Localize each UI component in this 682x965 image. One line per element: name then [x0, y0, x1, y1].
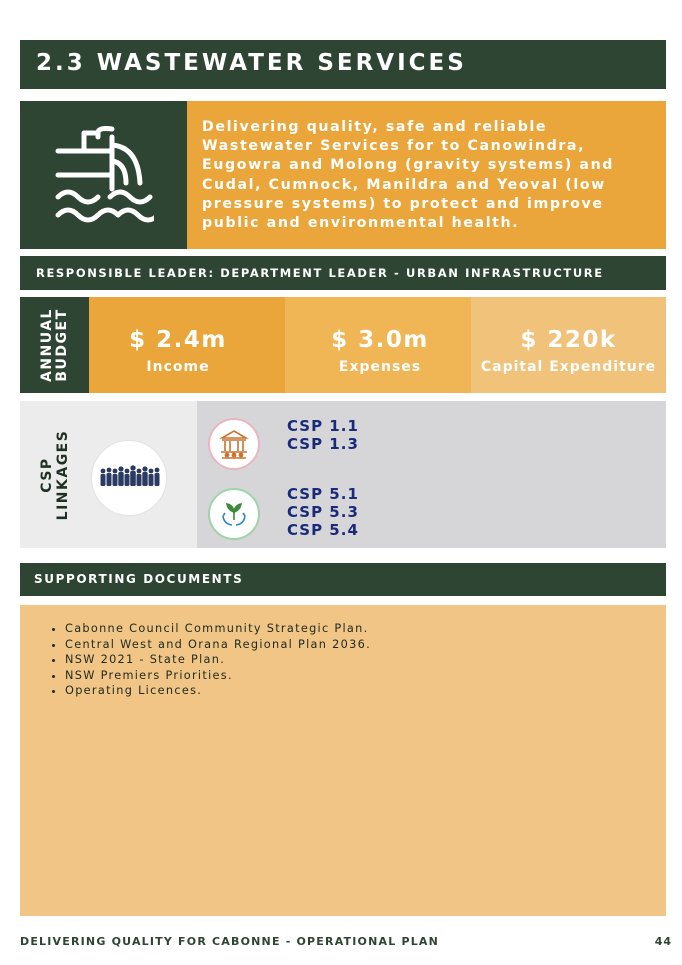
budget-expenses-cell — [285, 297, 471, 393]
responsible-leader-bar — [20, 256, 666, 290]
supporting-documents-heading: SUPPORTING DOCUMENTS — [34, 572, 244, 586]
income-label: Income — [146, 359, 210, 375]
list-item: • Central West and Orana Regional Plan 2036. — [65, 637, 371, 653]
civic-building-icon — [208, 418, 260, 470]
expenses-label: Expenses — [338, 359, 422, 375]
csp-code: CSP 1.1 — [287, 417, 359, 435]
list-item: • NSW 2021 - State Plan. — [65, 652, 371, 668]
annual-budget-label-line1: ANNUAL — [38, 308, 55, 382]
list-item: • Operating Licences. — [65, 683, 371, 699]
wastewater-pipe-icon — [54, 123, 154, 223]
annual-budget-label-line2: BUDGET — [53, 308, 70, 382]
csp-code: CSP 5.3 — [287, 503, 359, 521]
csp-code: CSP 1.3 — [287, 435, 359, 453]
supporting-documents-bar — [20, 563, 666, 596]
income-amount: $ 2.4m — [129, 327, 227, 353]
service-icon-panel — [20, 101, 187, 249]
footer-title: DELIVERING QUALITY FOR CABONNE - OPERATIONAL PLAN — [20, 935, 440, 948]
csp-linkages-label — [20, 401, 89, 548]
csp-linkages-label-line1: CSP — [38, 456, 55, 493]
community-people-icon — [91, 440, 167, 516]
supporting-documents-list — [50, 621, 371, 699]
plant-hands-icon — [208, 488, 260, 540]
capital-amount: $ 220k — [520, 327, 617, 353]
page-number: 44 — [654, 935, 672, 948]
capital-label: Capital Expenditure — [480, 359, 657, 375]
expenses-amount: $ 3.0m — [331, 327, 429, 353]
page-title: 2.3 WASTEWATER SERVICES — [36, 50, 467, 76]
csp-codes-panel — [197, 401, 666, 548]
budget-income-cell — [89, 297, 285, 393]
service-description-panel — [187, 101, 666, 249]
service-description: Delivering quality, safe and reliable Wastewater Services for to Canowindra, Eugowra and Molong (gravity systems) and Cudal, Cumnock, Manildra and Yeoval (low pressure systems) to protect and improve public and environmental health. — [202, 119, 615, 232]
list-item: • Cabonne Council Community Strategic Plan. — [65, 621, 371, 637]
csp-linkages-label-line2: LINKAGES — [54, 429, 71, 520]
budget-capital-cell — [471, 297, 666, 393]
csp-code: CSP 5.4 — [287, 521, 359, 539]
csp-code: CSP 5.1 — [287, 485, 359, 503]
responsible-leader: RESPONSIBLE LEADER: DEPARTMENT LEADER - URBAN INFRASTRUCTURE — [36, 266, 604, 280]
supporting-documents-panel — [20, 605, 666, 916]
list-item: • NSW Premiers Priorities. — [65, 668, 371, 684]
